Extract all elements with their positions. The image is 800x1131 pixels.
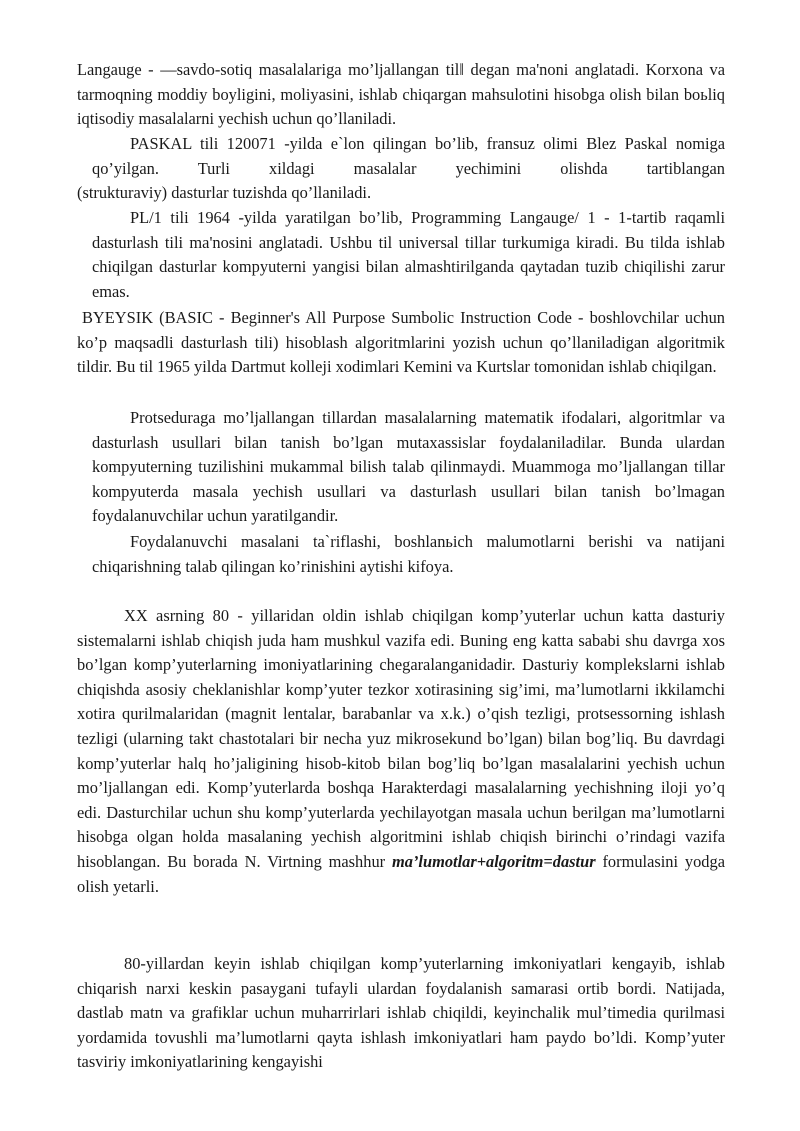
paragraph-pl1 xyxy=(92,206,725,304)
paragraph-text: 80-yillardan keyin ishlab chiqilgan komp’yuterlarning imkoniyatlari kengayib, ishlab chiqarish narxi keskin pasaygani tufayli ulardan foydalanish samarasi ortib bordi. Natijada, dastlab matn va grafiklar uchun muharrirlari ishlab chiqildi, keyinchalik mul’timedia qurilmasi yordamida tovushli ma’lumotlarni qayta ishlash imkoniyatlari ham paydo bo’ldi. Komp’yuter tasviriy imkoniyatlarining kengayishi xyxy=(77,954,725,1072)
paragraph-text: XX asrning 80 - yillaridan oldin ishlab chiqilgan komp’yuterlar uchun katta dasturiy sistemalarni ishlab chiqish juda ham mushkul vazifa edi. Buning eng katta sababi shu davrga xos bo’lgan komp’yuterlarning imoniyatlarining chegaralanganidadir. Dasturiy komplekslarni ishlab chiqishda asosiy cheklanishlar komp’yuter tezkor xotirasining sig’imi, ma’lumotlarni ikkilamchi xotira qurilmalaridan (magnit lentalar, barabanlar va x.k.) o’qish tezligi, protsessorning ishlash tezligi (ularning takt chastotalari bir necha yuz mikrosekund bo’lgan) bilan bog’liq. Bu davrdagi komp’yuterlar halq ho’jaligining hisob-kitob bilan bog’liq bo’lgan masalalarini yechish uchun mo’ljallangan edi. Komp’yuterlarda boshqa Harakterdagi masalalarning yechishning iloji yo’q edi. Dasturchilar uchun shu komp’yuterlarda yechilayotgan masala uchun berilgan ma’lumotlarni hisobga olgan holda masalaning yechish algoritmini ishlab chiqish birinchi o’rindagi vazifa hisoblangan. Bu borada N. Virtning mashhur xyxy=(77,606,725,871)
paragraph-text: formulasini yodga olish yetarli. xyxy=(77,851,725,896)
paragraph-langauge xyxy=(77,58,725,132)
paragraph-basic xyxy=(77,306,725,380)
paragraph-text: Foydalanuvchi masalani ta`riflashi, boshlanьich malumotlarni berishi va natijani chiqarishning talab qilingan ko’rinishini aytishi kifoya. xyxy=(92,532,725,576)
paragraph-text: (strukturaviy) dasturlar tuzishda qo’llaniladi. xyxy=(77,183,372,202)
paragraph-text: BYEYSIK (BASIC - Beginner's All Purpose Sumbolic Instruction Code - boshlovchilar uchun ko’p maqsadli dasturlash tili) hisoblash algoritmlarini yozish uchun qo’llaniladigan algoritmik tildir. Bu til 1965 yilda Dartmut kolleji xodimlari Kemini va Kurtslar tomonidan ishlab chiqilgan. xyxy=(77,308,725,377)
paragraph-user-task xyxy=(92,530,725,579)
paragraph-text: PASKAL tili 120071 -yilda e`lon qilingan bo’lib, fransuz olimi Blez Paskal nomiga qo’yilgan. Turli xildagi masalalar yechimini olishda tartiblangan xyxy=(92,134,725,178)
paragraph-procedure-languages xyxy=(92,406,725,529)
paragraph-text: Protseduraga mo’ljallangan tillardan masalalarning matematik ifodalari, algoritmlar va dasturlash usullari bilan tanish bo’lgan mutaxassislar foydalaniladilar. Bunda ulardan kompyuterning tuzilishini mukammal bilish talab qilinmaydi. Muammoga mo’ljallangan tillar kompyuterda masala yechish usullari va dasturlash usullari bilan tanish bo’lmagan foydalanuvchilar uchun yaratilgandir. xyxy=(92,408,725,526)
paragraph-text: PL/1 tili 1964 -yilda yaratilgan bo’lib, Programming Langauge/ 1 - 1-tartib raqamli dasturlash tili ma'nosini anglatadi. Ushbu til universal tillar turkumiga kiradi. Bu tilda ishlab chiqilgan dasturlar kompyuterni yangisi bilan almashtirilganda qaytadan tuzib chiqilishi zarur emas. xyxy=(92,208,725,301)
virth-formula: ma’lumotlar+algoritm=dastur xyxy=(392,851,596,871)
paragraph-80s xyxy=(77,952,725,1075)
paragraph-pascal-continued xyxy=(77,181,725,206)
paragraph-text: Langauge - ―savdo-sotiq masalalariga mo’ljallangan til‖ degan ma'noni anglatadi. Korxona va tarmoqning moddiy boyligini, moliyasini, ishlab chiqargan mahsulotini hisobga olish bilan boьliq iqtisodiy masalalarni yechish uchun qo’llaniladi. xyxy=(77,60,725,129)
paragraph-xx-century xyxy=(77,604,725,899)
